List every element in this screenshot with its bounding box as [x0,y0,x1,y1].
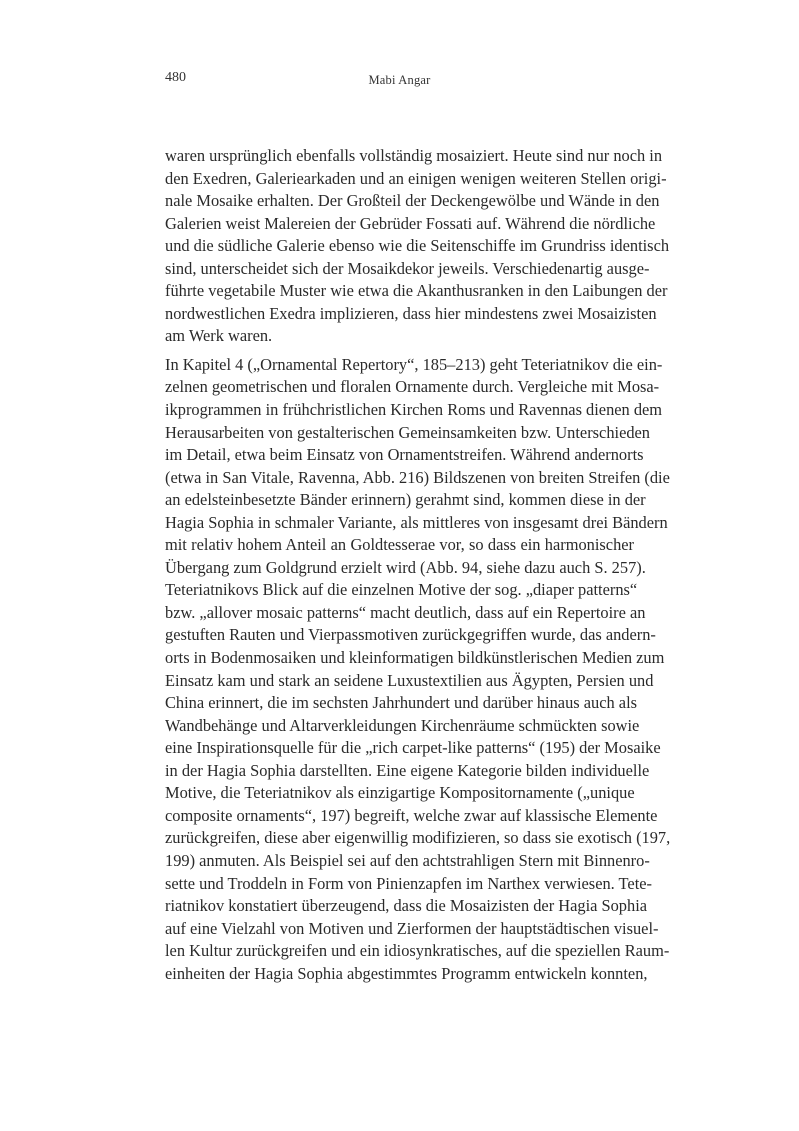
text-line: sette und Troddeln in Form von Pinienzapfen im Narthex verwiesen. Tete- [165,873,652,893]
text-line: an edelsteinbesetzte Bänder erinnern) gerahmt sind, kommen diese in der [165,490,646,510]
paragraph-1 [165,145,670,348]
text-line: im Detail, etwa beim Einsatz von Ornamentstreifen. Während andernorts [165,445,644,465]
text-line: eine Inspirationsquelle für die „rich carpet-like patterns“ (195) der Mosaike [165,738,661,758]
text-line: führte vegetabile Muster wie etwa die Akanthusranken in den Laibungen der [165,281,668,301]
text-line: zelnen geometrischen und floralen Ornamente durch. Vergleiche mit Mosa- [165,377,660,397]
text-line: (etwa in San Vitale, Ravenna, Abb. 216) Bildszenen von breiten Streifen (die [165,467,670,487]
text-line: composite ornaments“, 197) begreift, welche zwar auf klassische Elemente [165,805,658,825]
text-line: sind, unterscheidet sich der Mosaikdekor jeweils. Verschiedenartig ausge- [165,258,650,278]
text-line: den Exedren, Galeriearkaden und an einigen wenigen weiteren Stellen origi- [165,168,667,188]
text-line: mit relativ hohem Anteil an Goldtesserae vor, so dass ein harmonischer [165,535,634,555]
text-line: Übergang zum Goldgrund erzielt wird (Abb. 94, siehe dazu auch S. 257). [165,557,646,577]
page-header [165,70,634,94]
text-line: China erinnert, die im sechsten Jahrhundert und darüber hinaus auch als [165,693,637,713]
text-line: in der Hagia Sophia darstellten. Eine eigene Kategorie bilden individuelle [165,760,650,780]
text-line: orts in Bodenmosaiken und kleinformatigen bildkünstlerischen Medien zum [165,648,665,668]
text-line: Wandbehänge und Altarverkleidungen Kirchenräume schmückten sowie [165,715,640,735]
page-number: 480 [165,70,186,85]
text-line: riatnikov konstatiert überzeugend, dass die Mosaizisten der Hagia Sophia [165,896,648,916]
text-line: In Kapitel 4 („Ornamental Repertory“, 185–213) geht Teteriatnikov die ein- [165,354,663,374]
text-line: ikprogrammen in frühchristlichen Kirchen Roms und Ravennas dienen dem [165,400,663,420]
running-head-author: Mabi Angar [368,73,431,87]
text-line: nale Mosaike erhalten. Der Großteil der Deckengewölbe und Wände in den [165,191,660,211]
text-line: Motive, die Teteriatnikov als einzigartige Kompositornamente („unique [165,783,635,803]
text-line: nordwestlichen Exedra implizieren, dass hier mindestens zwei Mosaizisten [165,303,657,323]
text-line: einheiten der Hagia Sophia abgestimmtes Programm entwickeln konnten, [165,963,648,983]
paragraph-2 [165,354,671,985]
text-line: auf eine Vielzahl von Motiven und Zierformen der hauptstädtischen visuel- [165,918,659,938]
text-line: bzw. „allover mosaic patterns“ macht deutlich, dass auf ein Repertoire an [165,602,646,622]
text-line: Einsatz kam und stark an seidene Luxustextilien aus Ägypten, Persien und [165,670,654,690]
text-line: Galerien weist Malereien der Gebrüder Fossati auf. Während die nördliche [165,213,656,233]
text-line: Herausarbeiten von gestalterischen Gemeinsamkeiten bzw. Unterschieden [165,422,651,442]
text-line: zurückgreifen, diese aber eigenwillig modifizieren, so dass sie exotisch (197, [165,828,671,848]
text-line: waren ursprünglich ebenfalls vollständig mosaiziert. Heute sind nur noch in [165,146,663,165]
text-line: 199) anmuten. Als Beispiel sei auf den achtstrahligen Stern mit Binnenro- [165,850,650,870]
text-line: len Kultur zurückgreifen und ein idiosynkratisches, auf die speziellen Raum- [165,941,670,961]
text-line: am Werk waren. [165,326,273,346]
text-line: Hagia Sophia in schmaler Variante, als mittleres von insgesamt drei Bändern [165,512,668,532]
text-line: gestuften Rauten und Vierpassmotiven zurückgegriffen wurde, das andern- [165,625,656,645]
text-line: und die südliche Galerie ebenso wie die Seitenschiffe im Grundriss identisch [165,236,670,256]
text-line: Teteriatnikovs Blick auf die einzelnen Motive der sog. „diaper patterns“ [165,580,638,600]
body-text [165,145,671,985]
